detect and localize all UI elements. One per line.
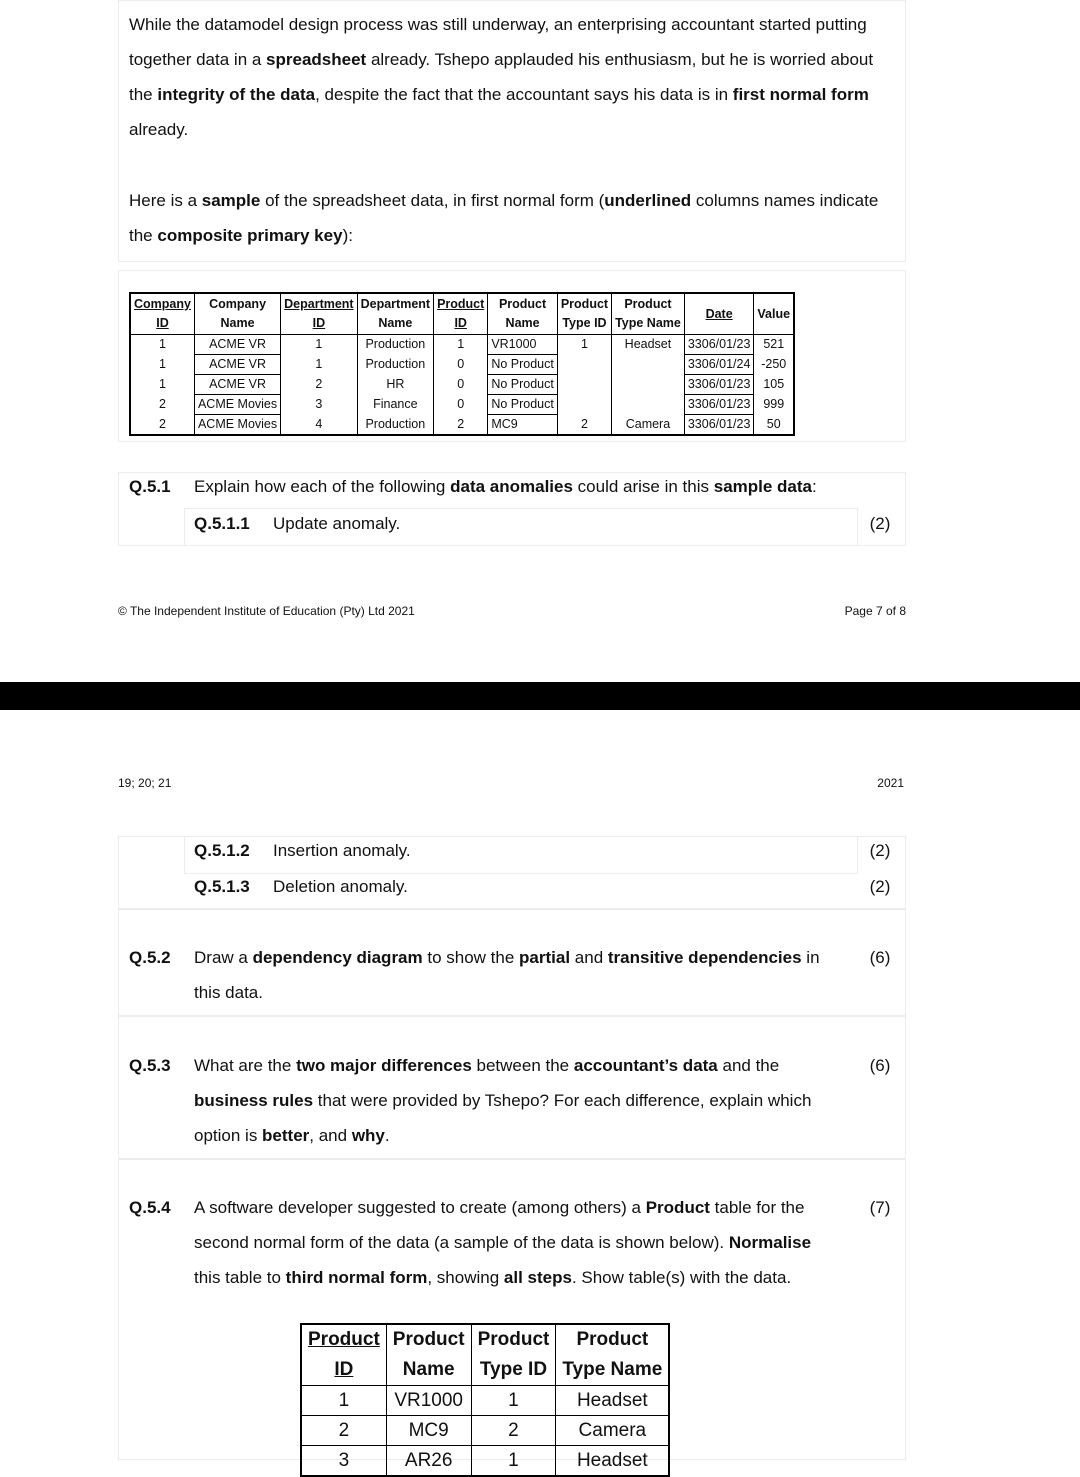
- table-cell: 2: [281, 375, 357, 395]
- table-cell: [557, 355, 611, 375]
- copyright-footer: © The Independent Institute of Education (Pty) Ltd 2021: [118, 604, 415, 618]
- column-header-label: Product: [477, 1329, 550, 1350]
- text-run: While the datamodel design process was still underway, an enterprising accountant started putting together data in a: [129, 15, 867, 69]
- bold-text: partial: [519, 948, 571, 967]
- text-run: A software developer suggested to create (among others) a: [194, 1198, 646, 1217]
- document-page-8: [0, 710, 1080, 1471]
- intro-paragraph: [129, 7, 889, 147]
- column-header-label: ID: [334, 1359, 354, 1380]
- sub-question-text: Update anomaly.: [273, 514, 401, 533]
- table-row: [130, 395, 794, 415]
- question-number: Q.5.3: [129, 1056, 171, 1075]
- table-cell: 1: [557, 335, 611, 355]
- table-cell: Headset: [612, 335, 685, 355]
- marks-label: (2): [869, 841, 891, 860]
- column-header: [130, 293, 194, 335]
- table-cell: 2: [301, 1416, 386, 1446]
- table-cell: AR26: [386, 1446, 471, 1477]
- table-cell: 3306/01/23: [684, 415, 754, 436]
- text-run: table for the second normal form of the data (a sample of the data is shown below).: [194, 1198, 805, 1252]
- bold-text: data anomalies: [450, 477, 573, 496]
- table-cell: [612, 375, 685, 395]
- table-cell: No Product: [488, 395, 558, 415]
- sub-question-text: Deletion anomaly.: [273, 877, 408, 896]
- table-cell: 4: [281, 415, 357, 436]
- table-cell: MC9: [386, 1416, 471, 1446]
- text-run: and: [570, 948, 608, 967]
- text-run: already. Tshepo applauded his enthusiasm, but he is worried about the: [129, 50, 874, 104]
- table-cell: 1: [130, 355, 194, 375]
- table-cell: Headset: [556, 1446, 669, 1477]
- table-cell: 1: [434, 335, 488, 355]
- table-cell: 2: [557, 415, 611, 436]
- question-number: Q.5.4: [129, 1198, 171, 1217]
- bold-text: spreadsheet: [266, 50, 367, 69]
- table-cell: No Product: [488, 375, 558, 395]
- column-header-label: Type ID: [562, 316, 607, 330]
- table-cell: [557, 395, 611, 415]
- text-run: , showing: [427, 1268, 504, 1287]
- sub-question-number: Q.5.1.2: [194, 841, 250, 860]
- spreadsheet-table: [129, 292, 795, 436]
- column-header-label: Company: [209, 297, 267, 311]
- column-header-label: Product: [308, 1329, 380, 1350]
- column-header: [194, 293, 280, 335]
- table-cell: 1: [281, 355, 357, 375]
- column-header: [434, 293, 488, 335]
- question-number: Q.5.2: [129, 948, 171, 967]
- bold-text: composite primary key: [157, 226, 343, 245]
- table-row: [130, 375, 794, 395]
- text-run: in this data.: [194, 948, 820, 1002]
- table-cell: 0: [434, 375, 488, 395]
- column-header: [301, 1324, 386, 1386]
- page-separator: [0, 682, 1080, 710]
- marks-label: (2): [869, 514, 891, 533]
- column-header-label: Company: [134, 297, 191, 311]
- product-table-header-row: [301, 1324, 669, 1386]
- bold-text: sample: [201, 191, 261, 210]
- question-number: Q.5.1: [129, 477, 171, 496]
- bold-text: Normalise: [728, 1233, 812, 1252]
- sub-question-text: Insertion anomaly.: [273, 841, 411, 860]
- text-run: .: [384, 1126, 390, 1145]
- column-header: [471, 1324, 556, 1386]
- bold-text: business rules: [194, 1091, 314, 1110]
- table-cell: ACME VR: [194, 355, 280, 375]
- text-run: this table to: [194, 1268, 286, 1287]
- text-run: and the: [717, 1056, 780, 1075]
- table-cell: 2: [471, 1416, 556, 1446]
- column-header-label: Value: [757, 306, 791, 321]
- column-header-label: Product: [498, 297, 547, 311]
- bold-text: transitive dependencies: [607, 948, 802, 967]
- column-header-label: ID: [454, 316, 467, 330]
- text-run: could arise in this: [572, 477, 714, 496]
- bold-text: all steps: [503, 1268, 572, 1287]
- header-left: 19; 20; 21: [118, 776, 172, 790]
- table-cell: ACME Movies: [194, 415, 280, 436]
- column-header-label: Type ID: [479, 1359, 548, 1380]
- column-header: [281, 293, 357, 335]
- table-cell: Finance: [357, 395, 433, 415]
- table-cell: 2: [434, 415, 488, 436]
- sub-question-number: Q.5.1.3: [194, 877, 250, 896]
- marks-label: (6): [869, 1056, 891, 1075]
- table-cell: 105: [754, 375, 794, 395]
- bold-text: better: [262, 1126, 310, 1145]
- column-header-label: Department: [284, 297, 354, 311]
- table-row: [130, 355, 794, 375]
- spreadsheet-header-row: [130, 293, 794, 335]
- table-cell: 1: [471, 1386, 556, 1416]
- table-cell: [557, 375, 611, 395]
- text-run: between the: [471, 1056, 574, 1075]
- table-row: [301, 1446, 669, 1477]
- table-cell: 0: [434, 395, 488, 415]
- bold-text: third normal form: [285, 1268, 428, 1287]
- column-header-label: Product: [392, 1329, 465, 1350]
- table-cell: 3306/01/23: [684, 395, 754, 415]
- table-cell: 1: [471, 1446, 556, 1477]
- marks-label: (2): [869, 877, 891, 896]
- bold-text: first normal form: [732, 85, 869, 104]
- table-cell: 1: [281, 335, 357, 355]
- bold-text: integrity of the data: [157, 85, 316, 104]
- table-cell: 3306/01/24: [684, 355, 754, 375]
- table-cell: 2: [130, 415, 194, 436]
- text-run: that were provided by Tshepo? For each difference, explain which option is: [194, 1091, 812, 1145]
- table-cell: Headset: [556, 1386, 669, 1416]
- table-row: [301, 1386, 669, 1416]
- text-run: . Show table(s) with the data.: [571, 1268, 792, 1287]
- table-row: [130, 335, 794, 355]
- table-cell: 999: [754, 395, 794, 415]
- column-header-label: Date: [705, 306, 733, 321]
- text-run: :: [812, 477, 817, 496]
- bold-text: sample data: [713, 477, 812, 496]
- marks-label: (6): [869, 948, 891, 967]
- column-header-label: Name: [220, 316, 255, 330]
- text-run: already.: [129, 120, 189, 139]
- document-page-7: [0, 0, 1080, 682]
- product-table: [300, 1323, 670, 1477]
- column-header-label: Name: [505, 316, 540, 330]
- sample-paragraph: [129, 183, 889, 253]
- column-header-label: Product: [560, 297, 609, 311]
- table-cell: 3: [301, 1446, 386, 1477]
- column-header-label: ID: [156, 316, 169, 330]
- text-run: Draw a: [194, 948, 253, 967]
- column-header-label: Type Name: [615, 316, 681, 330]
- column-header-label: Name: [378, 316, 413, 330]
- text-run: What are the: [194, 1056, 297, 1075]
- table-cell: -250: [754, 355, 794, 375]
- text-run: , despite the fact that the accountant says his data is in: [315, 85, 733, 104]
- bold-text: underlined: [604, 191, 692, 210]
- table-cell: 521: [754, 335, 794, 355]
- column-header: [556, 1324, 669, 1386]
- header-right: 2021: [877, 776, 904, 790]
- column-header: [612, 293, 685, 335]
- table-cell: Camera: [556, 1416, 669, 1446]
- column-header: [754, 293, 794, 335]
- column-header-label: ID: [312, 316, 326, 330]
- table-cell: ACME Movies: [194, 395, 280, 415]
- column-header-label: Type Name: [562, 1359, 663, 1380]
- table-cell: 1: [301, 1386, 386, 1416]
- column-header: [386, 1324, 471, 1386]
- column-header-label: Product: [624, 297, 672, 311]
- table-cell: VR1000: [488, 335, 558, 355]
- table-cell: 0: [434, 355, 488, 375]
- page-number: Page 7 of 8: [844, 604, 906, 618]
- table-cell: ACME VR: [194, 335, 280, 355]
- table-cell: Production: [357, 355, 433, 375]
- sub-question-number: Q.5.1.1: [194, 514, 250, 533]
- table-cell: Production: [357, 415, 433, 436]
- column-header-label: Product: [576, 1329, 649, 1350]
- table-row: [301, 1416, 669, 1446]
- column-header: [684, 293, 754, 335]
- question-text: [194, 1190, 834, 1295]
- column-header: [357, 293, 433, 335]
- bold-text: dependency diagram: [252, 948, 423, 967]
- table-cell: 3306/01/23: [684, 375, 754, 395]
- table-cell: MC9: [488, 415, 558, 436]
- column-header: [488, 293, 558, 335]
- bold-text: accountant’s data: [573, 1056, 718, 1075]
- table-cell: 1: [130, 335, 194, 355]
- table-cell: Production: [357, 335, 433, 355]
- column-header: [557, 293, 611, 335]
- table-cell: 2: [130, 395, 194, 415]
- text-run: to show the: [422, 948, 520, 967]
- text-run: Here is a: [129, 191, 202, 210]
- table-cell: [612, 355, 685, 375]
- marks-label: (7): [869, 1198, 891, 1217]
- table-cell: 50: [754, 415, 794, 436]
- table-cell: Camera: [612, 415, 685, 436]
- text-run: Explain how each of the following: [194, 477, 451, 496]
- text-run: ):: [342, 226, 353, 245]
- text-run: , and: [309, 1126, 352, 1145]
- table-cell: VR1000: [386, 1386, 471, 1416]
- column-header-label: Department: [360, 297, 431, 311]
- column-header-label: Name: [402, 1359, 455, 1380]
- text-run: of the spreadsheet data, in first normal form (: [260, 191, 605, 210]
- question-text: [194, 1048, 834, 1153]
- text-run: columns names indicate the: [129, 191, 879, 245]
- question-text: [194, 469, 834, 504]
- table-cell: [612, 395, 685, 415]
- bold-text: why: [351, 1126, 385, 1145]
- table-cell: HR: [357, 375, 433, 395]
- bold-text: two major differences: [296, 1056, 472, 1075]
- table-cell: 1: [130, 375, 194, 395]
- table-cell: ACME VR: [194, 375, 280, 395]
- table-row: [130, 415, 794, 436]
- bold-text: Product: [645, 1198, 710, 1217]
- column-header-label: Product: [437, 297, 485, 311]
- question-text: [194, 940, 834, 1010]
- table-cell: 3306/01/23: [684, 335, 754, 355]
- table-cell: No Product: [488, 355, 558, 375]
- table-cell: 3: [281, 395, 357, 415]
